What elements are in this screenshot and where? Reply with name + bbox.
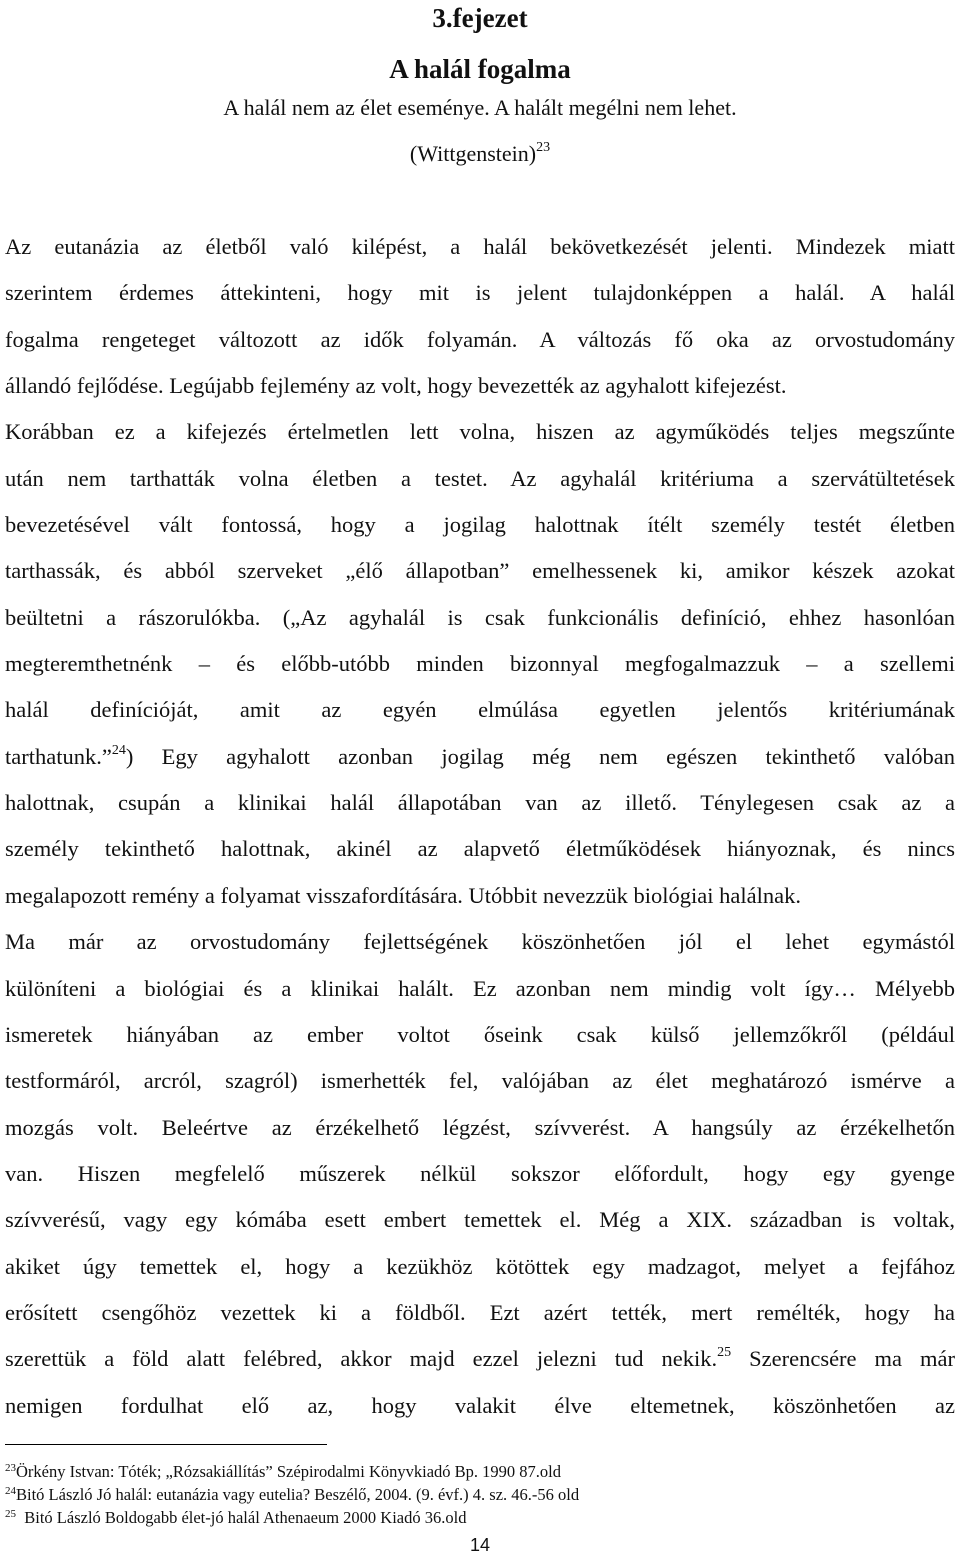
- text-line: van. Hiszen megfelelő műszerek nélkül sokszor előfordult, hogy egy gyenge: [5, 1160, 955, 1186]
- text-line: halottnak, csupán a klinikai halál állapotában van az illető. Ténylegesen csak az a: [5, 790, 955, 816]
- footnote-ref: 23: [536, 140, 551, 155]
- footnote-number: 24: [5, 1485, 16, 1497]
- epigraph-author: (Wittgenstein): [409, 141, 537, 166]
- text-segment: szerettük a föld alatt felébred, akkor majd ezzel jelezni tud nekik.: [5, 1346, 718, 1372]
- text-segment: Szerencsére ma már: [731, 1346, 955, 1372]
- text-line: Ma már az orvostudomány fejlettségének köszönhetően jól el lehet egymástól: [5, 929, 955, 955]
- text-line: ismeretek hiányában az ember voltot őseink csak külső jellemzőkről (például: [5, 1021, 955, 1047]
- footnote: [5, 1460, 945, 1483]
- footnote: [5, 1483, 945, 1506]
- footnote-ref: 24: [111, 742, 126, 758]
- text-line: személy tekinthető halottnak, akinél az alapvető életműködések hiányoznak, és nincs: [5, 836, 955, 862]
- body-text: [5, 224, 955, 1429]
- text-segment: tarthatunk.”: [5, 743, 112, 769]
- footnote-text: Bitó László Boldogabb élet-jó halál Athenaeum 2000 Kiadó 36.old: [16, 1508, 467, 1527]
- text-line: után nem tarthatták volna életben a testet. Az agyhalál kritériuma a szervátültetések: [5, 465, 955, 491]
- text-line: halál definícióját, amit az egyén elmúlása egyetlen jelentős kritériumának: [5, 697, 955, 723]
- text-line: nemigen fordulhat elő az, hogy valakit élve eltemetnek, köszönhetően az: [5, 1392, 955, 1418]
- text-line: tarthassák, és abból szerveket „élő állapotban” emelhessenek ki, amikor készek azokat: [5, 558, 955, 584]
- text-line: különíteni a biológiai és a klinikai halált. Ez azonban nem mindig volt így… Mélyebb: [5, 975, 955, 1001]
- footnote-number: 25: [5, 1508, 16, 1520]
- text-line: megteremthetnénk – és előbb-utóbb minden bizonnyal megfogalmazzuk – a szellemi: [5, 651, 955, 677]
- text-line: szerintem érdemes áttekinteni, hogy mit is jelent tulajdonképpen a halál. A halál: [5, 280, 955, 306]
- text-line: [5, 1336, 955, 1382]
- text-line: erősített csengőhöz vezettek ki a földből. Ezt azért tették, mert remélték, hogy ha: [5, 1299, 955, 1325]
- text-line: akiket úgy temettek el, hogy a kezükhöz kötöttek egy madzagot, melyet a fejfához: [5, 1253, 955, 1279]
- footnote-ref: 25: [717, 1345, 732, 1361]
- text-segment: ) Egy agyhalott azonban jogilag még nem egészen tekinthető valóban: [125, 743, 955, 769]
- footnote-text: Bitó László Jó halál: eutanázia vagy eutelia? Beszélő, 2004. (9. évf.) 4. sz. 46.-56 old: [16, 1485, 580, 1504]
- text-line: megalapozott remény a folyamat visszafordítására. Utóbbit nevezzük biológiai halálnak.: [5, 882, 801, 908]
- text-line: Az eutanázia az életből való kilépést, a halál bekövetkezését jelenti. Mindezek miatt: [5, 234, 955, 259]
- footnote-separator: [5, 1444, 327, 1445]
- footnote-text: Örkény Istvan: Tóték; „Rózsakiállítás” Szépirodalmi Könyvkiadó Bp. 1990 87.old: [16, 1462, 562, 1481]
- text-line: beültetni a rászorulókba. („Az agyhalál is csak funkcionális definíció, ehhez hasonlóan: [5, 604, 955, 630]
- chapter-heading: 3.fejezet: [432, 3, 528, 33]
- text-line: [5, 734, 955, 780]
- text-line: mozgás volt. Beleértve az érzékelhető légzést, szívverést. A hangsúly az érzékelhetőn: [5, 1114, 955, 1140]
- text-line: bevezetésével vált fontossá, hogy a jogilag halottnak ítélt személy testét életben: [5, 512, 955, 538]
- text-line: Korábban ez a kifejezés értelmetlen lett volna, hiszen az agyműködés teljes megszűnte: [5, 419, 955, 445]
- text-line: fogalma rengeteget változott az idők folyamán. A változás fő oka az orvostudomány: [5, 326, 955, 352]
- footnote-number: 23: [5, 1462, 16, 1474]
- text-line: szívverésű, vagy egy kómába esett embert temettek el. Még a XIX. században is voltak,: [5, 1207, 955, 1233]
- page-number: 14: [469, 1535, 491, 1555]
- epigraph-quote: A halál nem az élet eseménye. A halált megélni nem lehet.: [223, 95, 737, 120]
- text-line: testformáról, arcról, szagról) ismerhették fel, valójában az élet meghatározó ismérve a: [5, 1068, 955, 1094]
- footnotes: [5, 1460, 945, 1529]
- footnote: [5, 1506, 945, 1529]
- epigraph-attribution: [0, 140, 960, 168]
- page-title: A halál fogalma: [389, 54, 571, 84]
- text-line: állandó fejlődése. Legújabb fejlemény az volt, hogy bevezették az agyhalott kifejezést.: [5, 373, 787, 399]
